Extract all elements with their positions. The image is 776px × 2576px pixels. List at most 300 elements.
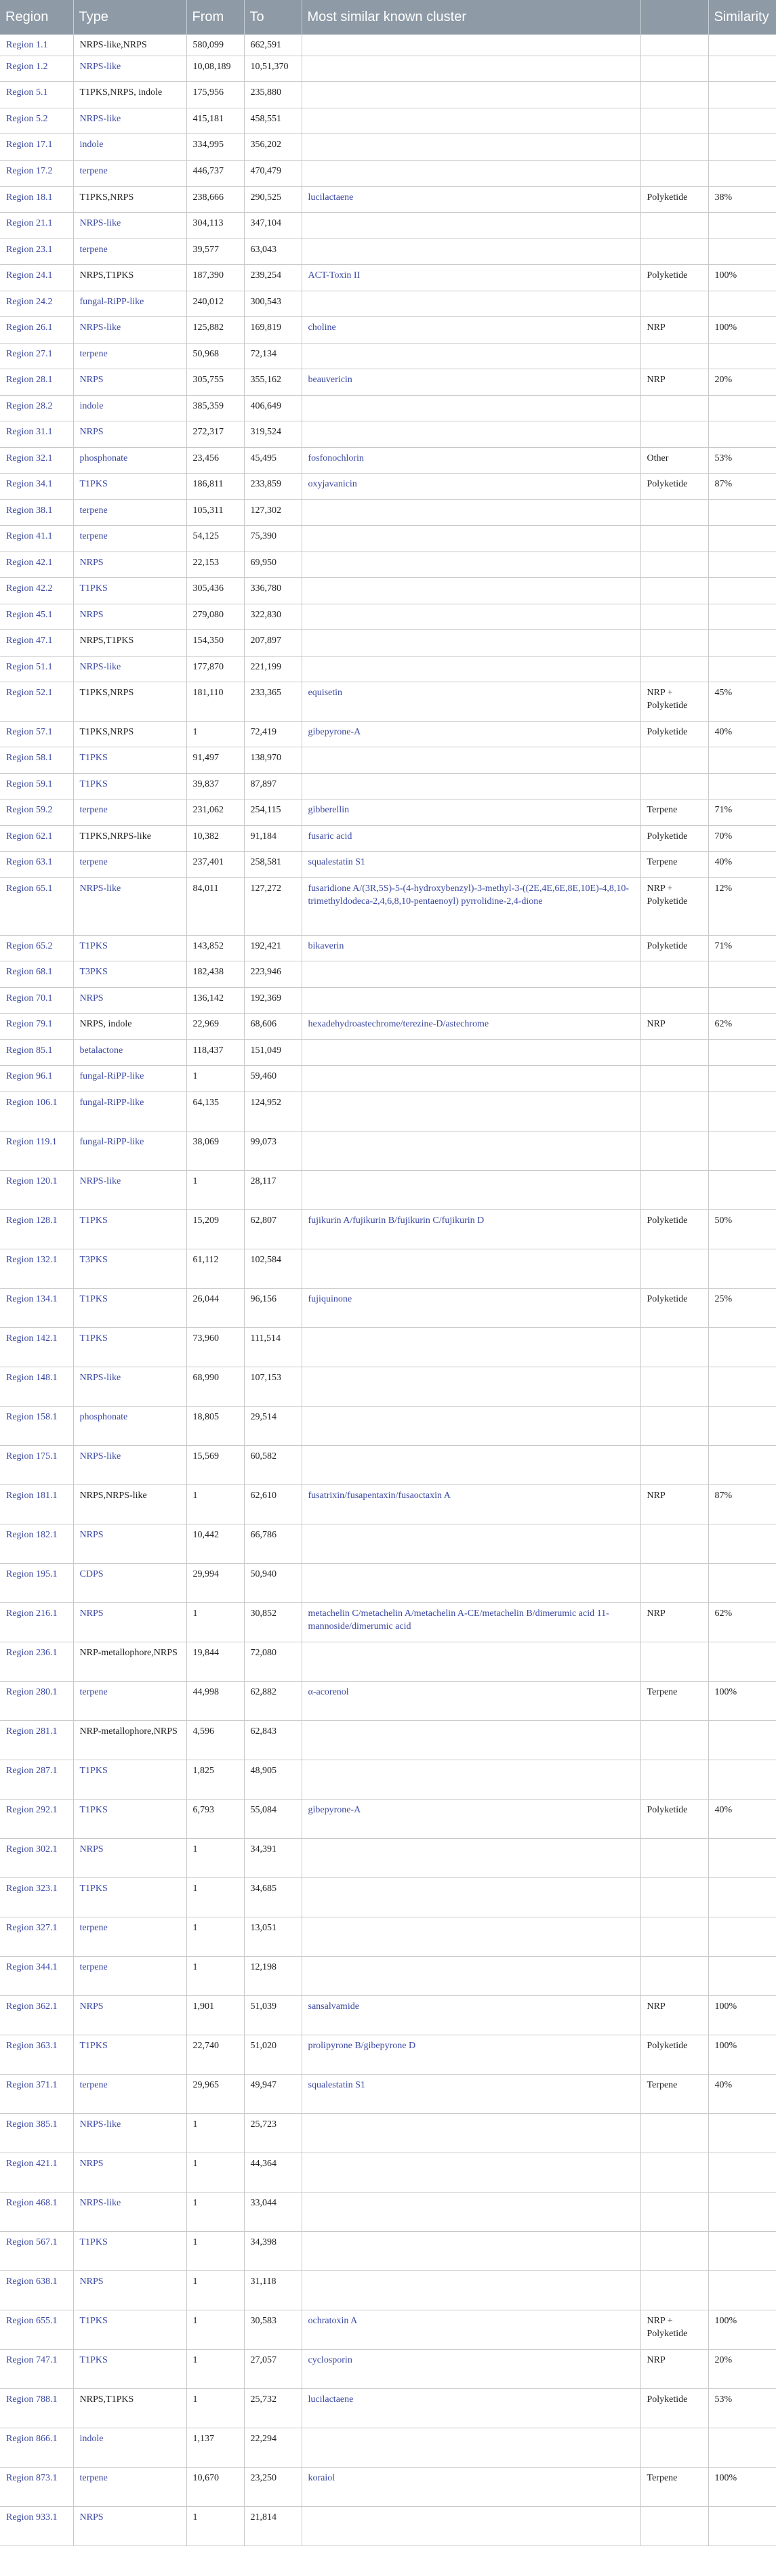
to-cell: 192,369	[244, 988, 302, 1014]
region-cell[interactable]: Region 5.2	[0, 108, 73, 134]
table-row	[0, 1367, 776, 1407]
from-cell: 305,755	[186, 369, 244, 396]
table-row	[0, 961, 776, 988]
to-cell: 27,057	[244, 2350, 302, 2389]
cluster-cell[interactable]: oxyjavanicin	[302, 474, 640, 500]
cluster-cell[interactable]: fusaridione A/(3R,5S)-5-(4-hydroxybenzyl)-3-methyl-3-((2E,4E,6E,8E,10E)-4,8,10-trimethyldodeca-2,4,6,8,10-pentaenoyl) pyrrolidine-2,4-dione	[302, 878, 640, 936]
table-row	[0, 82, 776, 108]
cluster-cell	[302, 1957, 640, 1996]
region-cell[interactable]: Region 38.1	[0, 500, 73, 526]
region-cell[interactable]: Region 1.2	[0, 56, 73, 82]
type-cell[interactable]: fungal-RiPP-like	[73, 291, 186, 317]
region-cell[interactable]: Region 42.1	[0, 552, 73, 578]
cluster-cell	[302, 2153, 640, 2193]
similarity-cell	[708, 1328, 776, 1367]
to-cell: 44,364	[244, 2153, 302, 2193]
from-cell: 10,08,189	[186, 56, 244, 82]
type-cell[interactable]: T1PKS	[73, 1328, 186, 1367]
region-cell[interactable]: Region 421.1	[0, 2153, 73, 2193]
region-cell[interactable]: Region 17.2	[0, 161, 73, 187]
region-cell[interactable]: Region 148.1	[0, 1367, 73, 1407]
table-row	[0, 2114, 776, 2153]
region-cell[interactable]: Region 181.1	[0, 1485, 73, 1524]
from-cell: 26,044	[186, 1289, 244, 1328]
from-cell: 177,870	[186, 657, 244, 682]
category-cell	[640, 344, 708, 369]
from-cell: 1	[186, 2310, 244, 2350]
cluster-cell	[302, 291, 640, 317]
region-cell[interactable]: Region 281.1	[0, 1721, 73, 1760]
category-cell: Terpene	[640, 852, 708, 878]
region-cell[interactable]: Region 638.1	[0, 2271, 73, 2310]
type-cell[interactable]: fungal-RiPP-like	[73, 1092, 186, 1131]
cluster-cell[interactable]: ACT-Toxin II	[302, 265, 640, 291]
region-cell[interactable]: Region 59.2	[0, 799, 73, 826]
cluster-cell	[302, 396, 640, 421]
type-cell[interactable]: terpene	[73, 2468, 186, 2507]
region-cell[interactable]: Region 26.1	[0, 317, 73, 344]
type-cell[interactable]: NRPS	[73, 988, 186, 1014]
from-cell: 6,793	[186, 1800, 244, 1839]
from-cell: 1	[186, 1878, 244, 1917]
to-cell: 29,514	[244, 1407, 302, 1446]
from-cell: 1	[186, 2271, 244, 2310]
cluster-cell	[302, 578, 640, 604]
type-cell[interactable]: NRPS	[73, 2271, 186, 2310]
from-cell: 1	[186, 2114, 244, 2153]
similarity-cell	[708, 2428, 776, 2468]
from-cell: 39,837	[186, 774, 244, 799]
category-cell	[640, 1642, 708, 1682]
table-row	[0, 1092, 776, 1131]
region-cell[interactable]: Region 23.1	[0, 239, 73, 265]
similarity-cell	[708, 578, 776, 604]
category-cell: Terpene	[640, 799, 708, 826]
to-cell: 258,581	[244, 852, 302, 878]
region-cell[interactable]: Region 65.2	[0, 936, 73, 961]
region-cell[interactable]: Region 28.1	[0, 369, 73, 396]
type-cell[interactable]: NRPS-like	[73, 1171, 186, 1210]
to-cell: 34,398	[244, 2232, 302, 2271]
type-cell[interactable]: T1PKS	[73, 2310, 186, 2350]
to-cell: 59,460	[244, 1066, 302, 1092]
from-cell: 154,350	[186, 630, 244, 657]
region-cell[interactable]: Region 385.1	[0, 2114, 73, 2153]
type-cell[interactable]: NRPS-like	[73, 213, 186, 239]
category-cell	[640, 988, 708, 1014]
cluster-cell[interactable]: fosfonochlorin	[302, 448, 640, 474]
category-cell	[640, 396, 708, 421]
cluster-cell	[302, 988, 640, 1014]
region-cell[interactable]: Region 873.1	[0, 2468, 73, 2507]
type-cell[interactable]: T1PKS	[73, 1800, 186, 1839]
cluster-cell[interactable]: prolipyrone B/gibepyrone D	[302, 2035, 640, 2075]
to-cell: 239,254	[244, 265, 302, 291]
region-cell[interactable]: Region 747.1	[0, 2350, 73, 2389]
region-cell[interactable]: Region 323.1	[0, 1878, 73, 1917]
cluster-cell	[302, 747, 640, 774]
category-cell	[640, 2428, 708, 2468]
cluster-cell	[302, 1721, 640, 1760]
type-cell[interactable]: NRPS	[73, 1603, 186, 1642]
category-cell: NRP + Polyketide	[640, 878, 708, 936]
from-cell: 305,436	[186, 578, 244, 604]
type-cell[interactable]: NRPS-like	[73, 317, 186, 344]
header-most-similar-cluster: Most similar known cluster	[302, 0, 640, 35]
type-cell[interactable]: NRPS-like	[73, 1367, 186, 1407]
similarity-cell	[708, 1249, 776, 1289]
similarity-cell	[708, 134, 776, 161]
region-cell[interactable]: Region 51.1	[0, 657, 73, 682]
table-row	[0, 604, 776, 630]
table-row	[0, 2271, 776, 2310]
type-cell[interactable]: NRPS	[73, 2507, 186, 2546]
type-cell[interactable]: phosphonate	[73, 1407, 186, 1446]
similarity-cell	[708, 2153, 776, 2193]
type-cell[interactable]: T1PKS	[73, 2350, 186, 2389]
region-cell[interactable]: Region 120.1	[0, 1171, 73, 1210]
region-cell[interactable]: Region 62.1	[0, 826, 73, 852]
type-cell[interactable]: T3PKS	[73, 1249, 186, 1289]
similarity-cell: 53%	[708, 2389, 776, 2428]
type-cell[interactable]: terpene	[73, 344, 186, 369]
table-row	[0, 1917, 776, 1957]
cluster-cell[interactable]: beauvericin	[302, 369, 640, 396]
region-cell[interactable]: Region 655.1	[0, 2310, 73, 2350]
region-cell[interactable]: Region 362.1	[0, 1996, 73, 2035]
cluster-cell[interactable]: equisetin	[302, 682, 640, 722]
region-cell[interactable]: Region 27.1	[0, 344, 73, 369]
category-cell	[640, 1131, 708, 1171]
similarity-cell	[708, 1407, 776, 1446]
to-cell: 25,732	[244, 2389, 302, 2428]
cluster-cell[interactable]: choline	[302, 317, 640, 344]
region-cell[interactable]: Region 236.1	[0, 1642, 73, 1682]
cluster-cell[interactable]: gibepyrone-A	[302, 1800, 640, 1839]
region-cell[interactable]: Region 933.1	[0, 2507, 73, 2546]
similarity-cell	[708, 213, 776, 239]
cluster-cell[interactable]: sansalvamide	[302, 1996, 640, 2035]
region-cell[interactable]: Region 142.1	[0, 1328, 73, 1367]
category-cell: NRP	[640, 369, 708, 396]
category-cell	[640, 1760, 708, 1800]
region-cell[interactable]: Region 42.2	[0, 578, 73, 604]
type-cell[interactable]: terpene	[73, 2075, 186, 2114]
cluster-cell[interactable]: fujiquinone	[302, 1289, 640, 1328]
from-cell: 175,956	[186, 82, 244, 108]
table-row	[0, 722, 776, 747]
cluster-cell	[302, 1249, 640, 1289]
region-cell[interactable]: Region 52.1	[0, 682, 73, 722]
type-cell[interactable]: T1PKS	[73, 1760, 186, 1800]
table-row	[0, 1407, 776, 1446]
type-cell[interactable]: NRPS-like	[73, 1446, 186, 1485]
region-cell[interactable]: Region 34.1	[0, 474, 73, 500]
type-cell[interactable]: NRPS-like	[73, 56, 186, 82]
type-cell[interactable]: NRPS	[73, 1839, 186, 1878]
cluster-cell[interactable]: squalestatin S1	[302, 2075, 640, 2114]
category-cell: Polyketide	[640, 1210, 708, 1249]
table-row	[0, 1996, 776, 2035]
to-cell: 107,153	[244, 1367, 302, 1407]
table-row	[0, 317, 776, 344]
region-cell[interactable]: Region 567.1	[0, 2232, 73, 2271]
type-cell[interactable]: NRPS-like	[73, 878, 186, 936]
cluster-cell[interactable]: gibepyrone-A	[302, 722, 640, 747]
cluster-cell[interactable]: ochratoxin A	[302, 2310, 640, 2350]
category-cell: Terpene	[640, 1682, 708, 1721]
type-cell[interactable]: terpene	[73, 852, 186, 878]
type-cell[interactable]: terpene	[73, 1682, 186, 1721]
region-cell[interactable]: Region 79.1	[0, 1014, 73, 1040]
type-cell[interactable]: indole	[73, 396, 186, 421]
cluster-cell[interactable]: hexadehydroastechrome/terezine-D/astechrome	[302, 1014, 640, 1040]
similarity-cell	[708, 657, 776, 682]
from-cell: 143,852	[186, 936, 244, 961]
type-cell: T1PKS,NRPS	[73, 187, 186, 213]
region-cell[interactable]: Region 175.1	[0, 1446, 73, 1485]
region-cell[interactable]: Region 363.1	[0, 2035, 73, 2075]
type-cell[interactable]: NRPS-like	[73, 2114, 186, 2153]
to-cell: 21,814	[244, 2507, 302, 2546]
type-cell[interactable]: T1PKS	[73, 1210, 186, 1249]
similarity-cell: 40%	[708, 1800, 776, 1839]
to-cell: 68,606	[244, 1014, 302, 1040]
type-cell[interactable]: NRPS-like	[73, 108, 186, 134]
category-cell	[640, 134, 708, 161]
region-cell[interactable]: Region 1.1	[0, 35, 73, 56]
type-cell[interactable]: T1PKS	[73, 2232, 186, 2271]
type-cell[interactable]: T1PKS	[73, 747, 186, 774]
region-cell[interactable]: Region 182.1	[0, 1524, 73, 1564]
type-cell[interactable]: NRPS	[73, 421, 186, 448]
type-cell[interactable]: terpene	[73, 1917, 186, 1957]
region-cell[interactable]: Region 18.1	[0, 187, 73, 213]
region-cell[interactable]: Region 65.1	[0, 878, 73, 936]
type-cell[interactable]: terpene	[73, 799, 186, 826]
type-cell[interactable]: fungal-RiPP-like	[73, 1066, 186, 1092]
table-row	[0, 826, 776, 852]
to-cell: 223,946	[244, 961, 302, 988]
type-cell: NRPS, indole	[73, 1014, 186, 1040]
table-row	[0, 1760, 776, 1800]
similarity-cell	[708, 500, 776, 526]
to-cell: 33,044	[244, 2193, 302, 2232]
region-cell[interactable]: Region 195.1	[0, 1564, 73, 1603]
table-row	[0, 2310, 776, 2350]
region-cell[interactable]: Region 216.1	[0, 1603, 73, 1642]
table-row	[0, 630, 776, 657]
region-cell[interactable]: Region 468.1	[0, 2193, 73, 2232]
region-cell[interactable]: Region 58.1	[0, 747, 73, 774]
from-cell: 22,969	[186, 1014, 244, 1040]
region-cell[interactable]: Region 134.1	[0, 1289, 73, 1328]
from-cell: 54,125	[186, 526, 244, 552]
similarity-cell	[708, 239, 776, 265]
cluster-cell[interactable]: cyclosporin	[302, 2350, 640, 2389]
category-cell	[640, 161, 708, 187]
similarity-cell	[708, 1367, 776, 1407]
cluster-cell[interactable]: bikaverin	[302, 936, 640, 961]
type-cell[interactable]: T1PKS	[73, 578, 186, 604]
cluster-cell[interactable]: lucilactaene	[302, 187, 640, 213]
region-cell[interactable]: Region 32.1	[0, 448, 73, 474]
type-cell[interactable]: fungal-RiPP-like	[73, 1131, 186, 1171]
type-cell[interactable]: indole	[73, 2428, 186, 2468]
to-cell: 356,202	[244, 134, 302, 161]
from-cell: 238,666	[186, 187, 244, 213]
category-cell: Polyketide	[640, 265, 708, 291]
cluster-cell[interactable]: fusaric acid	[302, 826, 640, 852]
cluster-cell[interactable]: fujikurin A/fujikurin B/fujikurin C/fujikurin D	[302, 1210, 640, 1249]
category-cell	[640, 657, 708, 682]
from-cell: 1	[186, 2232, 244, 2271]
type-cell[interactable]: terpene	[73, 239, 186, 265]
category-cell	[640, 578, 708, 604]
region-cell[interactable]: Region 344.1	[0, 1957, 73, 1996]
region-cell[interactable]: Region 17.1	[0, 134, 73, 161]
region-cell[interactable]: Region 96.1	[0, 1066, 73, 1092]
region-cell[interactable]: Region 41.1	[0, 526, 73, 552]
similarity-cell: 71%	[708, 936, 776, 961]
similarity-cell: 38%	[708, 187, 776, 213]
type-cell[interactable]: T1PKS	[73, 936, 186, 961]
type-cell[interactable]: NRPS	[73, 1996, 186, 2035]
to-cell: 51,039	[244, 1996, 302, 2035]
to-cell: 30,852	[244, 1603, 302, 1642]
table-row	[0, 878, 776, 936]
from-cell: 186,811	[186, 474, 244, 500]
type-cell: NRPS-like,NRPS	[73, 35, 186, 56]
table-row	[0, 1957, 776, 1996]
region-cell[interactable]: Region 59.1	[0, 774, 73, 799]
table-row	[0, 2507, 776, 2546]
table-row	[0, 421, 776, 448]
type-cell[interactable]: NRPS-like	[73, 657, 186, 682]
region-cell[interactable]: Region 128.1	[0, 1210, 73, 1249]
type-cell[interactable]: indole	[73, 134, 186, 161]
cluster-cell	[302, 239, 640, 265]
region-cell[interactable]: Region 24.1	[0, 265, 73, 291]
region-cell[interactable]: Region 68.1	[0, 961, 73, 988]
type-cell[interactable]: T1PKS	[73, 1878, 186, 1917]
category-cell: NRP	[640, 1996, 708, 2035]
type-cell: NRP-metallophore,NRPS	[73, 1642, 186, 1682]
similarity-cell	[708, 630, 776, 657]
region-cell[interactable]: Region 63.1	[0, 852, 73, 878]
type-cell[interactable]: T1PKS	[73, 774, 186, 799]
similarity-cell	[708, 1760, 776, 1800]
type-cell[interactable]: T3PKS	[73, 961, 186, 988]
to-cell: 127,302	[244, 500, 302, 526]
cluster-cell[interactable]: α-acorenol	[302, 1682, 640, 1721]
type-cell[interactable]: NRPS	[73, 1524, 186, 1564]
region-cell[interactable]: Region 24.2	[0, 291, 73, 317]
from-cell: 1,137	[186, 2428, 244, 2468]
to-cell: 62,843	[244, 1721, 302, 1760]
cluster-cell[interactable]: lucilactaene	[302, 2389, 640, 2428]
cluster-cell	[302, 2114, 640, 2153]
table-row	[0, 1328, 776, 1367]
region-cell[interactable]: Region 70.1	[0, 988, 73, 1014]
region-cell[interactable]: Region 5.1	[0, 82, 73, 108]
region-cell[interactable]: Region 31.1	[0, 421, 73, 448]
type-cell[interactable]: NRPS	[73, 552, 186, 578]
region-cell[interactable]: Region 106.1	[0, 1092, 73, 1131]
region-cell[interactable]: Region 119.1	[0, 1131, 73, 1171]
type-cell: NRPS,T1PKS	[73, 2389, 186, 2428]
type-cell[interactable]: NRPS	[73, 369, 186, 396]
region-cell[interactable]: Region 57.1	[0, 722, 73, 747]
type-cell[interactable]: NRPS-like	[73, 2193, 186, 2232]
type-cell[interactable]: T1PKS	[73, 2035, 186, 2075]
region-cell[interactable]: Region 28.2	[0, 396, 73, 421]
to-cell: 319,524	[244, 421, 302, 448]
from-cell: 68,990	[186, 1367, 244, 1407]
to-cell: 87,897	[244, 774, 302, 799]
to-cell: 49,947	[244, 2075, 302, 2114]
cluster-cell[interactable]: squalestatin S1	[302, 852, 640, 878]
similarity-cell: 20%	[708, 369, 776, 396]
region-cell[interactable]: Region 280.1	[0, 1682, 73, 1721]
similarity-cell	[708, 161, 776, 187]
cluster-cell[interactable]: metachelin C/metachelin A/metachelin A-CE/metachelin B/dimerumic acid 11-mannoside/dimerumic acid	[302, 1603, 640, 1642]
region-cell[interactable]: Region 866.1	[0, 2428, 73, 2468]
category-cell	[640, 604, 708, 630]
similarity-cell	[708, 421, 776, 448]
region-cell[interactable]: Region 158.1	[0, 1407, 73, 1446]
region-cell[interactable]: Region 45.1	[0, 604, 73, 630]
table-row	[0, 1642, 776, 1682]
type-cell[interactable]: betalactone	[73, 1040, 186, 1066]
type-cell[interactable]: terpene	[73, 1957, 186, 1996]
region-cell[interactable]: Region 371.1	[0, 2075, 73, 2114]
region-cell[interactable]: Region 132.1	[0, 1249, 73, 1289]
type-cell[interactable]: NRPS	[73, 2153, 186, 2193]
category-cell: Other	[640, 448, 708, 474]
to-cell: 355,162	[244, 369, 302, 396]
region-cell[interactable]: Region 85.1	[0, 1040, 73, 1066]
from-cell: 44,998	[186, 1682, 244, 1721]
type-cell[interactable]: terpene	[73, 161, 186, 187]
category-cell	[640, 1917, 708, 1957]
region-cell[interactable]: Region 788.1	[0, 2389, 73, 2428]
region-cell[interactable]: Region 327.1	[0, 1917, 73, 1957]
region-cell[interactable]: Region 302.1	[0, 1839, 73, 1878]
type-cell[interactable]: CDPS	[73, 1564, 186, 1603]
type-cell[interactable]: T1PKS	[73, 474, 186, 500]
cluster-cell[interactable]: koraiol	[302, 2468, 640, 2507]
region-cell[interactable]: Region 287.1	[0, 1760, 73, 1800]
category-cell: NRP	[640, 1014, 708, 1040]
type-cell[interactable]: terpene	[73, 526, 186, 552]
cluster-cell	[302, 1131, 640, 1171]
region-cell[interactable]: Region 21.1	[0, 213, 73, 239]
type-cell[interactable]: NRPS	[73, 604, 186, 630]
cluster-cell[interactable]: gibberellin	[302, 799, 640, 826]
category-cell: NRP	[640, 2350, 708, 2389]
region-cell[interactable]: Region 47.1	[0, 630, 73, 657]
type-cell[interactable]: T1PKS	[73, 1289, 186, 1328]
type-cell[interactable]: terpene	[73, 500, 186, 526]
cluster-cell[interactable]: fusatrixin/fusapentaxin/fusaoctaxin A	[302, 1485, 640, 1524]
similarity-cell	[708, 1878, 776, 1917]
type-cell[interactable]: phosphonate	[73, 448, 186, 474]
table-header	[0, 0, 776, 35]
region-cell[interactable]: Region 292.1	[0, 1800, 73, 1839]
category-cell	[640, 56, 708, 82]
similarity-cell	[708, 1524, 776, 1564]
